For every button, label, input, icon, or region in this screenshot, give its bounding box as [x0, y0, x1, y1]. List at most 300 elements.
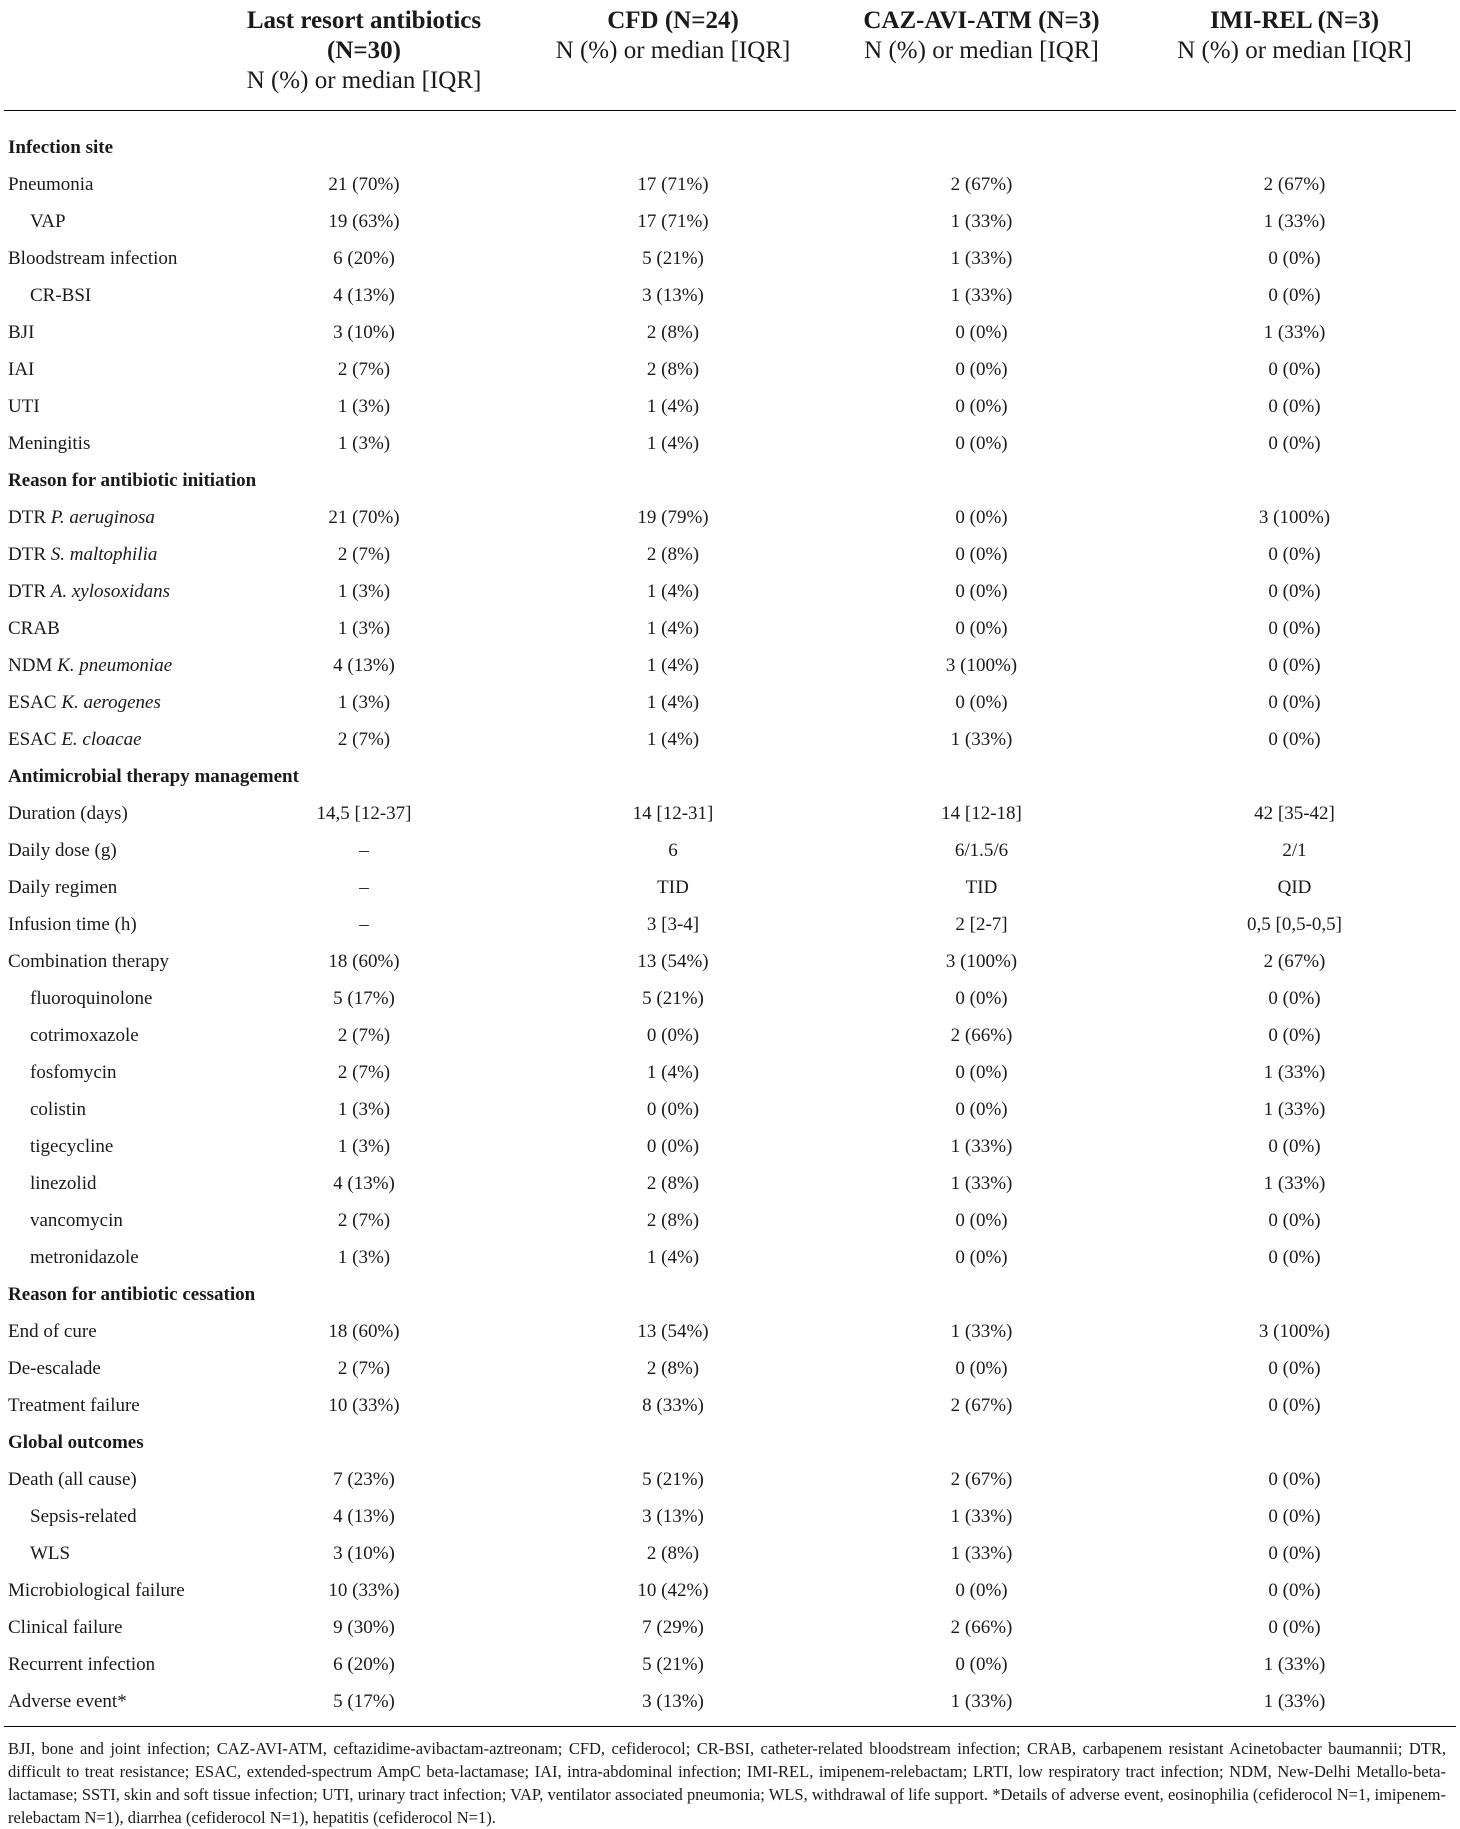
cell-value: 1 (4%) — [646, 1061, 700, 1083]
table-row — [4, 277, 1456, 314]
cell-value: 3 (13%) — [642, 1690, 704, 1712]
cell-value: 0 (0%) — [1268, 1616, 1321, 1638]
row-label-text: De-escalade — [8, 1357, 101, 1379]
column-header-1 — [212, 0, 516, 111]
table-row — [4, 351, 1456, 388]
section-header-row — [4, 1424, 1456, 1461]
cell-value: 1 (3%) — [337, 580, 391, 602]
cell-value: 4 (13%) — [333, 1172, 395, 1194]
cell-value: 0 (0%) — [1268, 691, 1321, 713]
table-row — [4, 906, 1456, 943]
row-label-text: Infusion time (h) — [8, 913, 137, 935]
column-header-3 — [830, 0, 1133, 111]
cell-value: 10 (33%) — [328, 1579, 400, 1601]
table-row — [4, 1017, 1456, 1054]
cell-value: 1 (33%) — [1263, 1690, 1326, 1712]
cell-value: 3 (13%) — [642, 1505, 704, 1527]
cell-value: 2 (7%) — [337, 1024, 391, 1046]
row-label-text: Sepsis-related — [30, 1505, 137, 1527]
row-label — [4, 832, 212, 869]
cell-value: 0 (0%) — [1268, 987, 1321, 1009]
table-row — [4, 314, 1456, 351]
section-title: Reason for antibiotic cessation — [8, 1283, 256, 1305]
cell-value: 0 (0%) — [955, 580, 1008, 602]
row-label — [4, 314, 212, 351]
row-label — [4, 203, 212, 240]
cell-value: 0 (0%) — [1268, 1246, 1321, 1268]
cell-value: 1 (4%) — [646, 432, 700, 454]
cell-value: 5 (17%) — [333, 987, 395, 1009]
cell-value: 1 (4%) — [646, 728, 700, 750]
row-label-text: Recurrent infection — [8, 1653, 156, 1675]
column-title: CAZ-AVI-ATM (N=3) — [863, 7, 1100, 34]
row-label — [4, 1350, 212, 1387]
row-label — [4, 1202, 212, 1239]
row-label — [4, 1054, 212, 1091]
table-row — [4, 832, 1456, 869]
cell-value: 19 (79%) — [637, 506, 709, 528]
row-label-text: Duration (days) — [8, 802, 128, 824]
header-row — [4, 0, 1456, 111]
cell-value: 2 (7%) — [337, 1061, 391, 1083]
row-label — [4, 277, 212, 314]
cell-value: 0 (0%) — [1268, 1024, 1321, 1046]
cell-value: 0 (0%) — [1268, 1468, 1321, 1490]
row-label-text: DTR — [8, 543, 51, 565]
cell-value: 2 (8%) — [646, 1209, 700, 1231]
table-row — [4, 721, 1456, 758]
cell-value: 6 — [668, 839, 678, 861]
cell-value: 7 (29%) — [642, 1616, 704, 1638]
organism-name: A. xylosoxidans — [50, 580, 171, 602]
cell-value: TID — [965, 876, 998, 898]
cell-value: 2 (8%) — [646, 321, 700, 343]
cell-value: 1 (4%) — [646, 691, 700, 713]
table-row — [4, 203, 1456, 240]
cell-value: 14 [12-18] — [941, 802, 1022, 824]
row-label — [4, 1128, 212, 1165]
cell-value: 13 (54%) — [637, 1320, 709, 1342]
column-subtitle: N (%) or median [IQR] — [1177, 37, 1412, 64]
row-label — [4, 684, 212, 721]
cell-value: 17 (71%) — [637, 210, 709, 232]
row-label-text: CRAB — [8, 617, 60, 639]
table-row — [4, 573, 1456, 610]
table-row — [4, 1128, 1456, 1165]
section-header-row — [4, 1276, 1456, 1313]
row-label-text: Pneumonia — [8, 173, 94, 195]
row-label — [4, 425, 212, 462]
row-label — [4, 1498, 212, 1535]
cell-value: 7 (23%) — [333, 1468, 395, 1490]
row-label — [4, 536, 212, 573]
cell-value: – — [359, 839, 369, 861]
cell-value: 0 (0%) — [955, 1579, 1008, 1601]
cell-value: 1 (3%) — [337, 395, 391, 417]
cell-value: 3 (13%) — [642, 284, 704, 306]
cell-value: 2 (67%) — [1263, 950, 1326, 972]
table-row — [4, 1683, 1456, 1726]
row-label — [4, 1313, 212, 1350]
cell-value: 0 (0%) — [1268, 1394, 1321, 1416]
row-label-text: cotrimoxazole — [30, 1024, 139, 1046]
table-row — [4, 1498, 1456, 1535]
row-label-text: colistin — [30, 1098, 86, 1120]
cell-value: 1 (33%) — [950, 1505, 1013, 1527]
table-row — [4, 647, 1456, 684]
cell-value: 2 (8%) — [646, 358, 700, 380]
cell-value: 0 (0%) — [646, 1024, 700, 1046]
row-label — [4, 795, 212, 832]
cell-value: 0 (0%) — [955, 1209, 1008, 1231]
cell-value: 0 (0%) — [1268, 358, 1321, 380]
cell-value: 2 (8%) — [646, 1357, 700, 1379]
cell-value: 1 (33%) — [1263, 1653, 1326, 1675]
cell-value: 1 (4%) — [646, 654, 700, 676]
cell-value: 0 (0%) — [1268, 580, 1321, 602]
cell-value: 0 (0%) — [1268, 247, 1321, 269]
row-label-text: fluoroquinolone — [30, 987, 153, 1009]
row-label — [4, 1461, 212, 1498]
cell-value: 14 [12-31] — [632, 802, 714, 824]
cell-value: 3 (10%) — [333, 321, 395, 343]
cell-value: 1 (33%) — [950, 1172, 1013, 1194]
cell-value: 17 (71%) — [637, 173, 709, 195]
table-row — [4, 1239, 1456, 1276]
cell-value: 3 (10%) — [333, 1542, 395, 1564]
cell-value: 4 (13%) — [333, 654, 395, 676]
row-label-text: Microbiological failure — [8, 1579, 185, 1601]
cell-value: 5 (21%) — [642, 987, 704, 1009]
table-row — [4, 1054, 1456, 1091]
column-header-2 — [516, 0, 830, 111]
table-row — [4, 1091, 1456, 1128]
cell-value: 0 (0%) — [1268, 543, 1321, 565]
column-header-4 — [1133, 0, 1456, 111]
row-label-text: linezolid — [30, 1172, 97, 1194]
table-row — [4, 1202, 1456, 1239]
cell-value: 1 (3%) — [337, 1246, 391, 1268]
cell-value: 0 (0%) — [955, 432, 1008, 454]
cell-value: 0 (0%) — [1268, 728, 1321, 750]
cell-value: 1 (33%) — [1263, 1061, 1326, 1083]
organism-name: E. cloacae — [61, 728, 142, 750]
cell-value: 2 (66%) — [950, 1616, 1013, 1638]
cell-value: 2 (7%) — [337, 1209, 391, 1231]
row-label-text: Death (all cause) — [8, 1468, 137, 1490]
cell-value: 0 (0%) — [1268, 1135, 1321, 1157]
row-label — [4, 980, 212, 1017]
cell-value: 0,5 [0,5-0,5] — [1247, 913, 1342, 935]
cell-value: 1 (33%) — [950, 1542, 1013, 1564]
table-row — [4, 1165, 1456, 1202]
cell-value: QID — [1277, 876, 1312, 898]
cell-value: 1 (4%) — [646, 580, 700, 602]
cell-value: 1 (33%) — [1263, 1172, 1326, 1194]
row-label — [4, 906, 212, 943]
cell-value: 2 (7%) — [337, 543, 391, 565]
cell-value: 1 (3%) — [337, 432, 391, 454]
cell-value: 1 (33%) — [950, 210, 1013, 232]
cell-value: 0 (0%) — [646, 1098, 700, 1120]
table-row — [4, 795, 1456, 832]
row-label-text: Treatment failure — [8, 1394, 140, 1416]
cell-value: 1 (3%) — [337, 617, 391, 639]
cell-value: 0 (0%) — [955, 1061, 1008, 1083]
row-label-text: tigecycline — [30, 1135, 114, 1157]
cell-value: TID — [657, 876, 689, 898]
row-label — [4, 1646, 212, 1683]
cell-value: 3 (100%) — [945, 950, 1018, 972]
row-label-text: ESAC — [8, 691, 62, 713]
section-title: Reason for antibiotic initiation — [8, 469, 257, 491]
cell-value: 2 (8%) — [646, 1172, 700, 1194]
cell-value: 3 [3-4] — [646, 913, 700, 935]
table-row — [4, 388, 1456, 425]
row-label-text: UTI — [8, 395, 40, 417]
cell-value: 1 (33%) — [1263, 210, 1326, 232]
section-title: Global outcomes — [8, 1431, 144, 1453]
results-table — [4, 0, 1456, 1726]
table-row — [4, 1609, 1456, 1646]
cell-value: 0 (0%) — [955, 1246, 1008, 1268]
cell-value: 42 [35-42] — [1254, 802, 1335, 824]
row-label — [4, 240, 212, 277]
cell-value: 2 (67%) — [950, 1394, 1013, 1416]
table-body — [4, 111, 1456, 1727]
row-label-text: BJI — [8, 321, 35, 343]
cell-value: 2 (7%) — [337, 358, 391, 380]
cell-value: 0 (0%) — [1268, 1357, 1321, 1379]
organism-name: P. aeruginosa — [50, 506, 155, 528]
cell-value: 4 (13%) — [333, 284, 395, 306]
cell-value: 2 (8%) — [646, 543, 700, 565]
cell-value: 0 (0%) — [1268, 395, 1321, 417]
cell-value: 3 (100%) — [1258, 1320, 1331, 1342]
section-header-row — [4, 462, 1456, 499]
cell-value: 13 (54%) — [637, 950, 709, 972]
cell-value: 2 (8%) — [646, 1542, 700, 1564]
cell-value: 18 (60%) — [328, 950, 400, 972]
cell-value: 0 (0%) — [1268, 284, 1321, 306]
row-label — [4, 1387, 212, 1424]
row-label — [4, 1609, 212, 1646]
cell-value: 0 (0%) — [1268, 1505, 1321, 1527]
cell-value: 1 (4%) — [646, 617, 700, 639]
cell-value: 6 (20%) — [333, 1653, 395, 1675]
table-row — [4, 980, 1456, 1017]
cell-value: 0 (0%) — [955, 543, 1008, 565]
cell-value: 5 (21%) — [642, 1468, 704, 1490]
cell-value: 18 (60%) — [328, 1320, 400, 1342]
row-label-text: WLS — [30, 1542, 71, 1564]
organism-name: K. aerogenes — [61, 691, 161, 713]
row-label — [4, 388, 212, 425]
column-title: CFD (N=24) — [607, 7, 739, 34]
row-label — [4, 1572, 212, 1609]
cell-value: 0 (0%) — [646, 1135, 700, 1157]
cell-value: 1 (33%) — [950, 1135, 1013, 1157]
cell-value: 8 (33%) — [642, 1394, 704, 1416]
row-label-text: CR-BSI — [30, 284, 92, 306]
column-title: IMI-REL (N=3) — [1209, 7, 1380, 34]
table-row — [4, 1646, 1456, 1683]
row-label — [4, 1017, 212, 1054]
cell-value: 1 (33%) — [950, 1320, 1013, 1342]
cell-value: 5 (21%) — [642, 1653, 704, 1675]
cell-value: 1 (4%) — [646, 395, 700, 417]
table-row — [4, 1387, 1456, 1424]
cell-value: 0 (0%) — [955, 321, 1008, 343]
cell-value: 21 (70%) — [328, 506, 400, 528]
row-label-text: vancomycin — [30, 1209, 123, 1231]
table-row — [4, 425, 1456, 462]
cell-value: 21 (70%) — [328, 173, 400, 195]
cell-value: 2 (67%) — [1263, 173, 1326, 195]
cell-value: 2 (7%) — [337, 1357, 391, 1379]
table-row — [4, 536, 1456, 573]
cell-value: 1 (3%) — [337, 1098, 391, 1120]
cell-value: 1 (3%) — [337, 691, 391, 713]
table-row — [4, 1572, 1456, 1609]
table-row — [4, 499, 1456, 536]
table-row — [4, 1535, 1456, 1572]
row-label — [4, 647, 212, 684]
cell-value: 1 (33%) — [950, 1690, 1013, 1712]
cell-value: 2 (67%) — [950, 173, 1013, 195]
row-label-text: metronidazole — [30, 1246, 139, 1268]
cell-value: 0 (0%) — [955, 506, 1008, 528]
cell-value: 2 [2-7] — [955, 913, 1008, 935]
row-label-text: Bloodstream infection — [8, 247, 178, 269]
row-label — [4, 1239, 212, 1276]
column-subtitle: N (%) or median [IQR] — [864, 37, 1099, 64]
cell-value: 3 (100%) — [1258, 506, 1331, 528]
row-label — [4, 943, 212, 980]
row-label-text: NDM — [8, 654, 58, 676]
table-row — [4, 240, 1456, 277]
cell-value: 0 (0%) — [955, 691, 1008, 713]
row-label — [4, 1165, 212, 1202]
cell-value: 0 (0%) — [955, 358, 1008, 380]
cell-value: 3 (100%) — [945, 654, 1018, 676]
row-label — [4, 1091, 212, 1128]
cell-value: 2 (7%) — [337, 728, 391, 750]
table-row — [4, 943, 1456, 980]
section-title: Antimicrobial therapy management — [8, 765, 299, 787]
cell-value: 5 (21%) — [642, 247, 704, 269]
cell-value: 1 (4%) — [646, 1246, 700, 1268]
row-label-text: Combination therapy — [8, 950, 169, 972]
cell-value: 4 (13%) — [333, 1505, 395, 1527]
table-row — [4, 869, 1456, 906]
cell-value: 0 (0%) — [1268, 654, 1321, 676]
cell-value: 0 (0%) — [955, 1098, 1008, 1120]
cell-value: – — [359, 876, 369, 898]
organism-name: K. pneumoniae — [57, 654, 173, 676]
row-label-text: fosfomycin — [30, 1061, 117, 1083]
cell-value: 6/1.5/6 — [954, 839, 1009, 861]
cell-value: – — [359, 913, 369, 935]
column-subtitle: N (%) or median [IQR] — [555, 37, 791, 64]
row-label — [4, 721, 212, 758]
cell-value: 0 (0%) — [1268, 432, 1321, 454]
table-header — [4, 0, 1456, 111]
row-label-text: Daily dose (g) — [8, 839, 117, 861]
cell-value: 14,5 [12-37] — [316, 802, 412, 824]
table-row — [4, 610, 1456, 647]
section-title: Infection site — [8, 136, 114, 158]
row-label-text: ESAC — [8, 728, 62, 750]
column-title: Last resort antibiotics (N=30) — [246, 7, 482, 64]
row-label-text: IAI — [8, 358, 35, 380]
cell-value: 1 (33%) — [1263, 321, 1326, 343]
cell-value: 0 (0%) — [955, 395, 1008, 417]
cell-value: 1 (3%) — [337, 1135, 391, 1157]
row-label — [4, 1683, 212, 1726]
row-label — [4, 1535, 212, 1572]
cell-value: 0 (0%) — [955, 1653, 1008, 1675]
row-label — [4, 573, 212, 610]
cell-value: 1 (33%) — [950, 284, 1013, 306]
row-label-text: Daily regimen — [8, 876, 118, 898]
cell-value: 2/1 — [1282, 839, 1307, 861]
cell-value: 0 (0%) — [1268, 1579, 1321, 1601]
row-label-text: Meningitis — [8, 432, 91, 454]
row-label-text: VAP — [30, 210, 66, 232]
cell-value: 2 (67%) — [950, 1468, 1013, 1490]
organism-name: S. maltophilia — [50, 543, 158, 565]
cell-value: 5 (17%) — [333, 1690, 395, 1712]
row-label — [4, 166, 212, 203]
cell-value: 0 (0%) — [955, 987, 1008, 1009]
row-label — [4, 610, 212, 647]
table-row — [4, 684, 1456, 721]
table-row — [4, 1313, 1456, 1350]
row-label-text: Adverse event* — [8, 1690, 127, 1712]
column-header-0 — [4, 0, 212, 111]
column-subtitle: N (%) or median [IQR] — [246, 67, 482, 94]
section-header-row — [4, 758, 1456, 795]
row-label — [4, 869, 212, 906]
row-label — [4, 499, 212, 536]
cell-value: 0 (0%) — [955, 1357, 1008, 1379]
row-label — [4, 351, 212, 388]
row-label-text: DTR — [8, 580, 51, 602]
cell-value: 1 (33%) — [1263, 1098, 1326, 1120]
table-footnote: BJI, bone and joint infection; CAZ-AVI-ATM, ceftazidime-avibactam-aztreonam; CFD, cefiderocol; CR-BSI, catheter-related bloodstream infection; CRAB, carbapenem resistant Acinetobacter baumannii; DTR, difficult to treat resistance; ESAC, extended-spectrum AmpC beta-lactamase; IAI, intra-abdominal infection; IMI-REL, imipenem-relebactam; LRTI, low respiratory tract infection; NDM, New-Delhi Metallo-beta-lactamase; SSTI, skin and soft tissue infection; UTI, urinary tract infection; VAP, ventilator associated pneumonia; WLS, withdrawal of life support. *Details of adverse event, eosinophilia (cefiderocol N=1, imipenem-relebactam N=1), diarrhea (cefiderocol N=1), hepatitis (cefiderocol N=1). — [8, 1739, 1446, 1827]
cell-value: 0 (0%) — [1268, 1209, 1321, 1231]
table-row — [4, 1350, 1456, 1387]
cell-value: 2 (66%) — [950, 1024, 1013, 1046]
row-label-text: End of cure — [8, 1320, 97, 1342]
row-label-text: Clinical failure — [8, 1616, 123, 1638]
cell-value: 0 (0%) — [1268, 1542, 1321, 1564]
section-header-row — [4, 111, 1456, 167]
table-row — [4, 166, 1456, 203]
cell-value: 0 (0%) — [955, 617, 1008, 639]
cell-value: 19 (63%) — [328, 210, 400, 232]
cell-value: 10 (42%) — [637, 1579, 709, 1601]
cell-value: 6 (20%) — [333, 247, 395, 269]
cell-value: 10 (33%) — [328, 1394, 400, 1416]
table-row — [4, 1461, 1456, 1498]
row-label-text: DTR — [8, 506, 51, 528]
cell-value: 1 (33%) — [950, 728, 1013, 750]
cell-value: 9 (30%) — [333, 1616, 395, 1638]
cell-value: 1 (33%) — [950, 247, 1013, 269]
cell-value: 0 (0%) — [1268, 617, 1321, 639]
